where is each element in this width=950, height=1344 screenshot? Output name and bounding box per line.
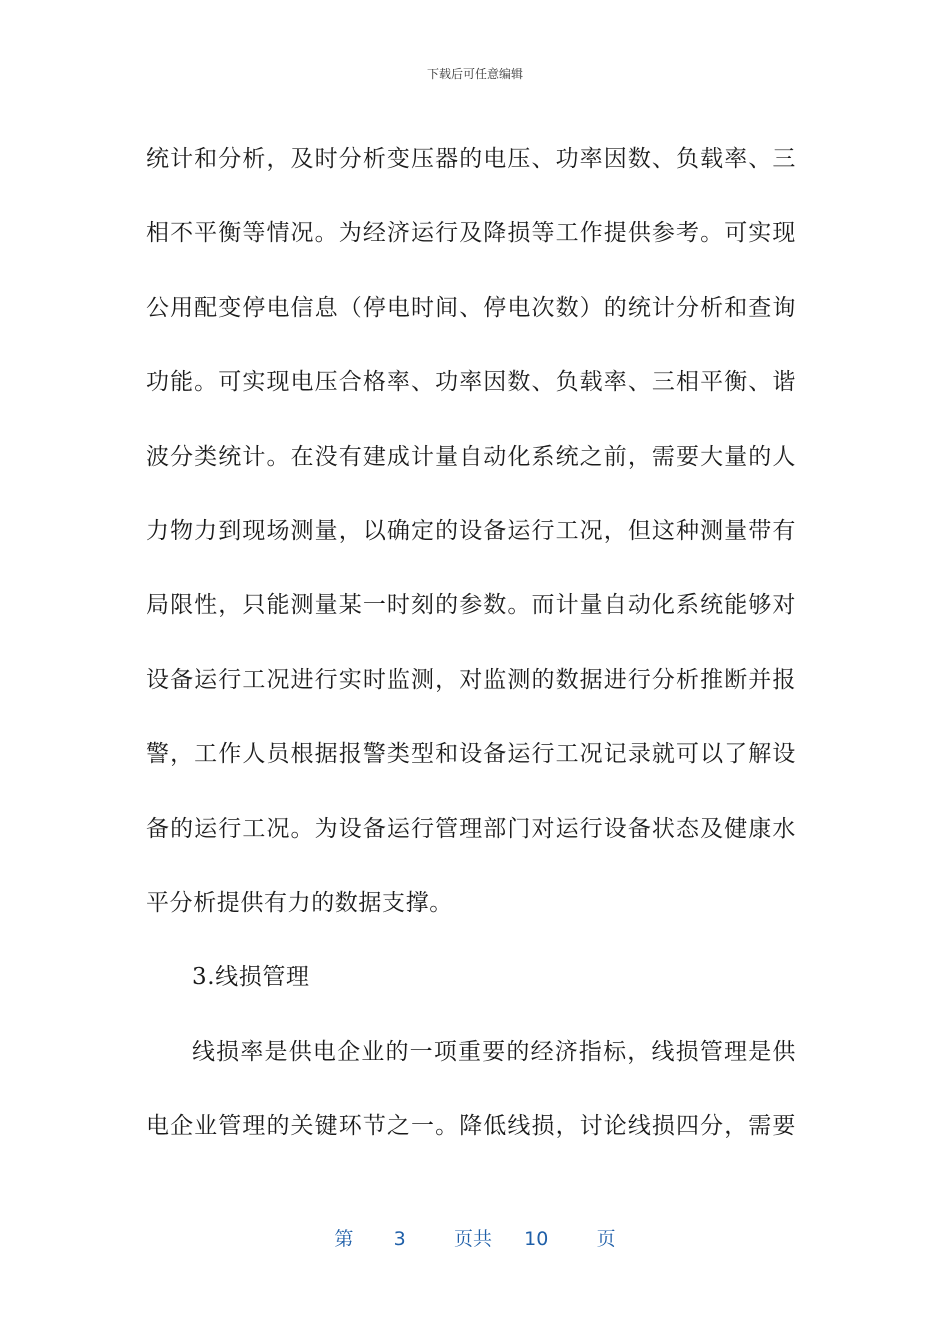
body-line: 功能。可实现电压合格率、功率因数、负载率、三相平衡、谐 [146, 369, 796, 396]
body-line: 线损率是供电企业的一项重要的经济指标，线损管理是供 [192, 1038, 796, 1065]
section-heading: 3.线损管理 [192, 964, 310, 991]
body-line: 力物力到现场测量，以确定的设备运行工况，但这种测量带有 [146, 517, 796, 544]
body-line: 警，工作人员根据报警类型和设备运行工况记录就可以了解设 [146, 741, 796, 768]
footer-current-page: 3 [393, 1228, 406, 1250]
body-line: 平分析提供有力的数据支撑。 [146, 889, 453, 916]
body-line: 相不平衡等情况。为经济运行及降损等工作提供参考。可实现 [146, 220, 796, 247]
header-text: 下载后可任意编辑 [426, 67, 523, 81]
footer-middle: 页共 [453, 1228, 492, 1250]
document-body [146, 122, 796, 1163]
body-line: 公用配变停电信息（停电时间、停电次数）的统计分析和查询 [146, 294, 796, 321]
page-header [0, 66, 950, 82]
body-line: 电企业管理的关键环节之一。降低线损，讨论线损四分，需要 [146, 1113, 796, 1140]
footer-total-pages: 10 [524, 1228, 549, 1250]
body-line: 备的运行工况。为设备运行管理部门对运行设备状态及健康水 [146, 815, 796, 842]
body-line: 波分类统计。在没有建成计量自动化系统之前，需要大量的人 [146, 443, 796, 470]
body-line: 局限性，只能测量某一时刻的参数。而计量自动化系统能够对 [146, 592, 796, 619]
footer-suffix: 页 [596, 1228, 616, 1250]
footer-prefix: 第 [334, 1228, 354, 1250]
body-line: 统计和分析，及时分析变压器的电压、功率因数、负载率、三 [146, 146, 796, 172]
page-footer [0, 1226, 950, 1252]
body-line: 设备运行工况进行实时监测，对监测的数据进行分析推断并报 [146, 666, 796, 693]
